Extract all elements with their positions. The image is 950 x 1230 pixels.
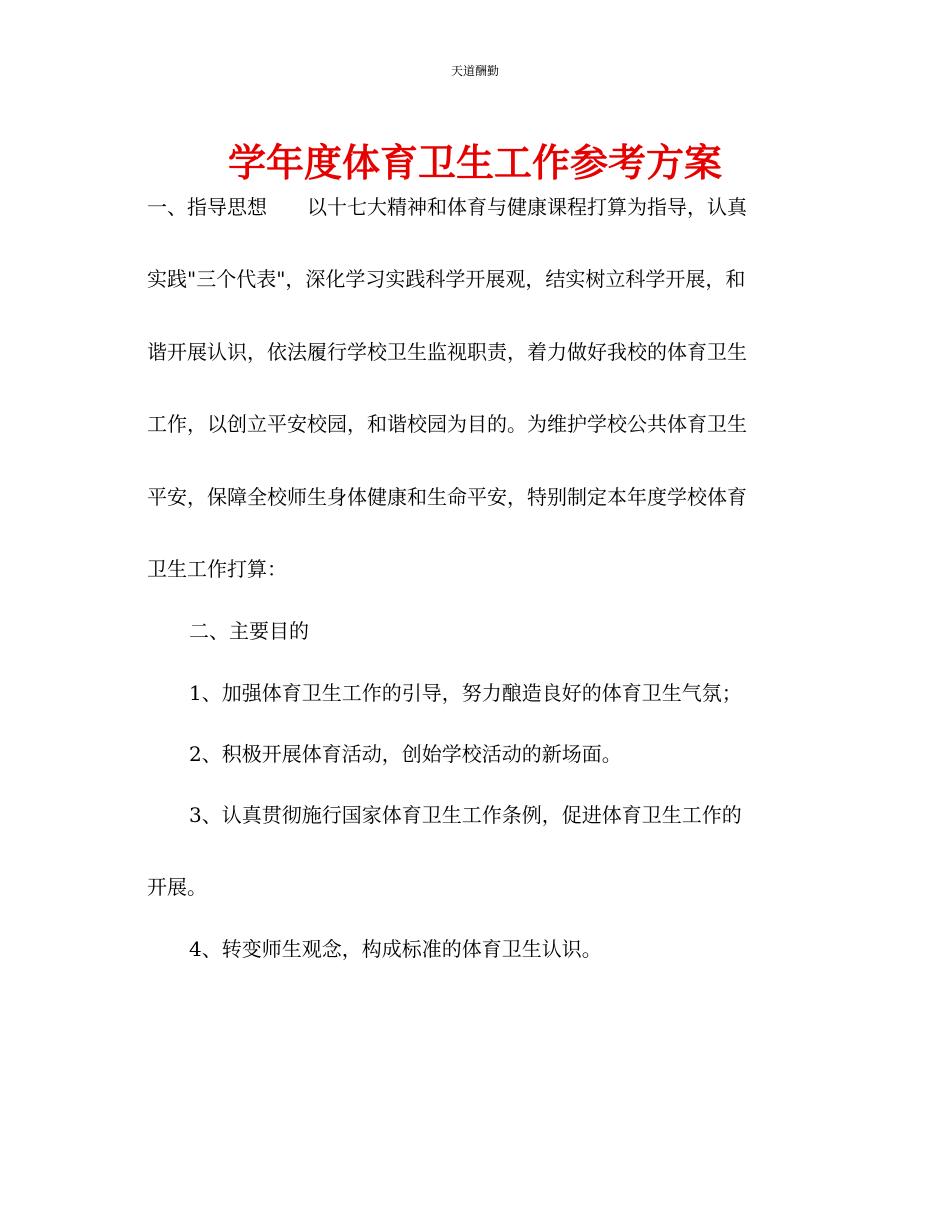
section2-heading: 二、主要目的 [189, 619, 309, 643]
section2-item-4: 4、转变师生观念，构成标准的体育卫生认识。 [189, 937, 602, 961]
section2-item-3-line-1: 3、认真贯彻施行国家体育卫生工作条例，促进体育卫生工作的 [189, 803, 742, 827]
section1-line-1: 一、指导思想 以十七大精神和体育与健康课程打算为指导，认真 [147, 195, 747, 219]
section1-line-2: 实践"三个代表"，深化学习实践科学开展观，结实树立科学开展，和 [147, 267, 746, 291]
section2-item-3-line-2: 开展。 [147, 875, 207, 899]
page-header: 天道酬勤 [450, 64, 499, 78]
section1-line-3: 谐开展认识，依法履行学校卫生监视职责，着力做好我校的体育卫生 [147, 340, 747, 364]
section1-line-5: 平安，保障全校师生身体健康和生命平安，特别制定本年度学校体育 [147, 485, 747, 509]
section2-item-2: 2、积极开展体育活动，创始学校活动的新场面。 [189, 742, 622, 766]
document-title: 学年度体育卫生工作参考方案 [227, 141, 722, 185]
section2-item-1: 1、加强体育卫生工作的引导，努力酿造良好的体育卫生气氛； [189, 681, 742, 705]
section1-line-4: 工作，以创立平安校园，和谐校园为目的。为维护学校公共体育卫生 [147, 412, 747, 436]
section1-line-6: 卫生工作打算： [147, 557, 287, 581]
